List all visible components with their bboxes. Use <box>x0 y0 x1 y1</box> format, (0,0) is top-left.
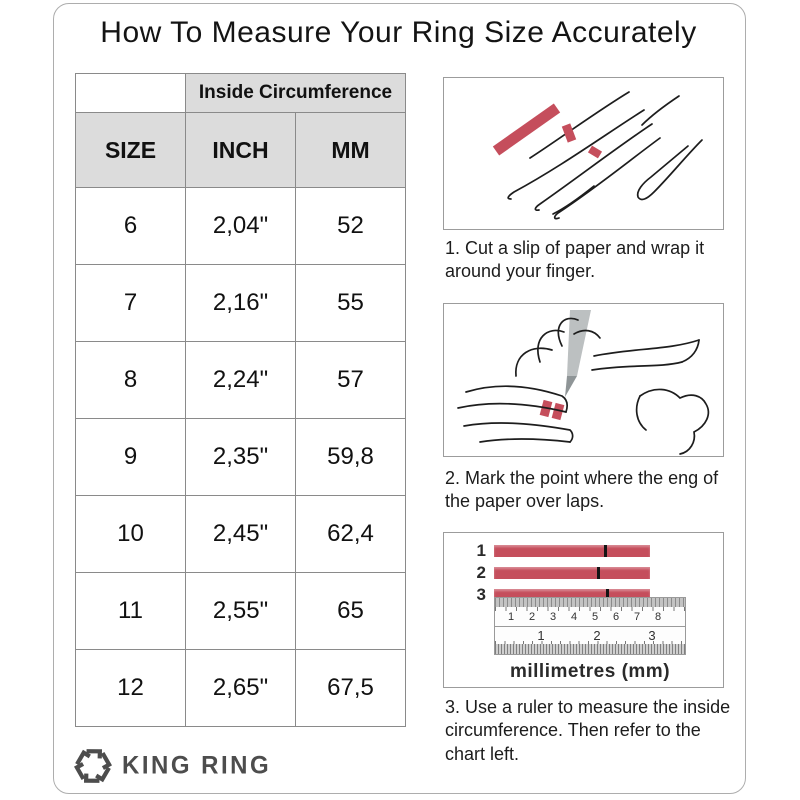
step2-illustration <box>443 303 724 457</box>
cm-number: 3 <box>549 611 557 623</box>
aperture-hexagon-icon <box>74 747 112 785</box>
page-title: How To Measure Your Ring Size Accurately <box>100 16 697 49</box>
inch-cell: 2,16" <box>186 265 296 342</box>
cm-number: 7 <box>633 611 641 623</box>
strip-label: 1 <box>476 541 486 560</box>
pen-mark <box>604 545 607 557</box>
inch-number: 1 <box>537 628 545 643</box>
ruler-bottom-ticks <box>495 644 685 654</box>
inch-number: 3 <box>648 628 656 643</box>
pen-mark <box>597 567 600 579</box>
pen-marking-finger-icon <box>444 304 723 456</box>
cm-number: 1 <box>507 611 515 623</box>
table-header-row <box>76 113 406 188</box>
col-header-inch: INCH <box>186 113 296 188</box>
strip-label: 2 <box>476 563 486 582</box>
step2-caption: 2. Mark the point where the eng of the paper over laps. <box>445 468 719 512</box>
step3-caption: 3. Use a ruler to measure the inside circumference. Then refer to the chart left. <box>445 697 731 764</box>
size-cell: 8 <box>76 342 186 419</box>
table-row <box>76 265 406 342</box>
mm-cell: 57 <box>296 342 406 419</box>
inch-cell: 2,24" <box>186 342 296 419</box>
size-cell: 7 <box>76 265 186 342</box>
step3-illustration <box>443 532 724 688</box>
mm-cell: 52 <box>296 188 406 265</box>
size-cell: 10 <box>76 496 186 573</box>
inch-cell: 2,55" <box>186 573 296 650</box>
col-header-size: SIZE <box>76 113 186 188</box>
cm-number: 6 <box>612 611 620 623</box>
ruler <box>494 597 686 655</box>
paper-strip-bar <box>494 545 650 557</box>
inch-cell: 2,35" <box>186 419 296 496</box>
inch-cell: 2,45" <box>186 496 296 573</box>
inch-cell: 2,65" <box>186 650 296 727</box>
paper-strip-bar <box>494 567 650 579</box>
size-cell: 11 <box>76 573 186 650</box>
table-row <box>76 573 406 650</box>
mm-cell: 65 <box>296 573 406 650</box>
ruler-unit-label: millimetres (mm) <box>509 661 671 682</box>
strip-label: 3 <box>476 585 486 604</box>
empty-corner-cell <box>76 74 186 113</box>
size-cell: 12 <box>76 650 186 727</box>
brand-name: KING RING <box>122 751 272 780</box>
table-row <box>76 496 406 573</box>
size-cell: 9 <box>76 419 186 496</box>
inch-cell: 2,04" <box>186 188 296 265</box>
table-row <box>76 650 406 727</box>
pen-shaft <box>567 310 591 376</box>
ruler-cm-scale <box>495 607 685 627</box>
mm-cell: 62,4 <box>296 496 406 573</box>
mm-cell: 55 <box>296 265 406 342</box>
ring-size-table <box>75 73 406 727</box>
table-group-header-row <box>76 74 406 113</box>
step1-illustration <box>443 77 724 230</box>
group-header-cell: Inside Circumference <box>186 74 406 113</box>
brand-logo <box>74 747 271 785</box>
table-row <box>76 342 406 419</box>
hand-with-paper-strip-icon <box>444 78 723 229</box>
cm-number: 2 <box>528 611 536 623</box>
size-cell: 6 <box>76 188 186 265</box>
cm-number: 8 <box>654 611 662 623</box>
col-header-mm: MM <box>296 113 406 188</box>
table-row <box>76 419 406 496</box>
table-row <box>76 188 406 265</box>
mm-cell: 59,8 <box>296 419 406 496</box>
inch-number: 2 <box>593 628 601 643</box>
cm-number: 4 <box>570 611 578 623</box>
mm-cell: 67,5 <box>296 650 406 727</box>
ruler-top-ticks <box>495 598 685 607</box>
pen-tip <box>565 376 577 397</box>
step1-caption: 1. Cut a slip of paper and wrap it around your finger. <box>445 238 705 282</box>
cm-number: 5 <box>591 611 599 623</box>
